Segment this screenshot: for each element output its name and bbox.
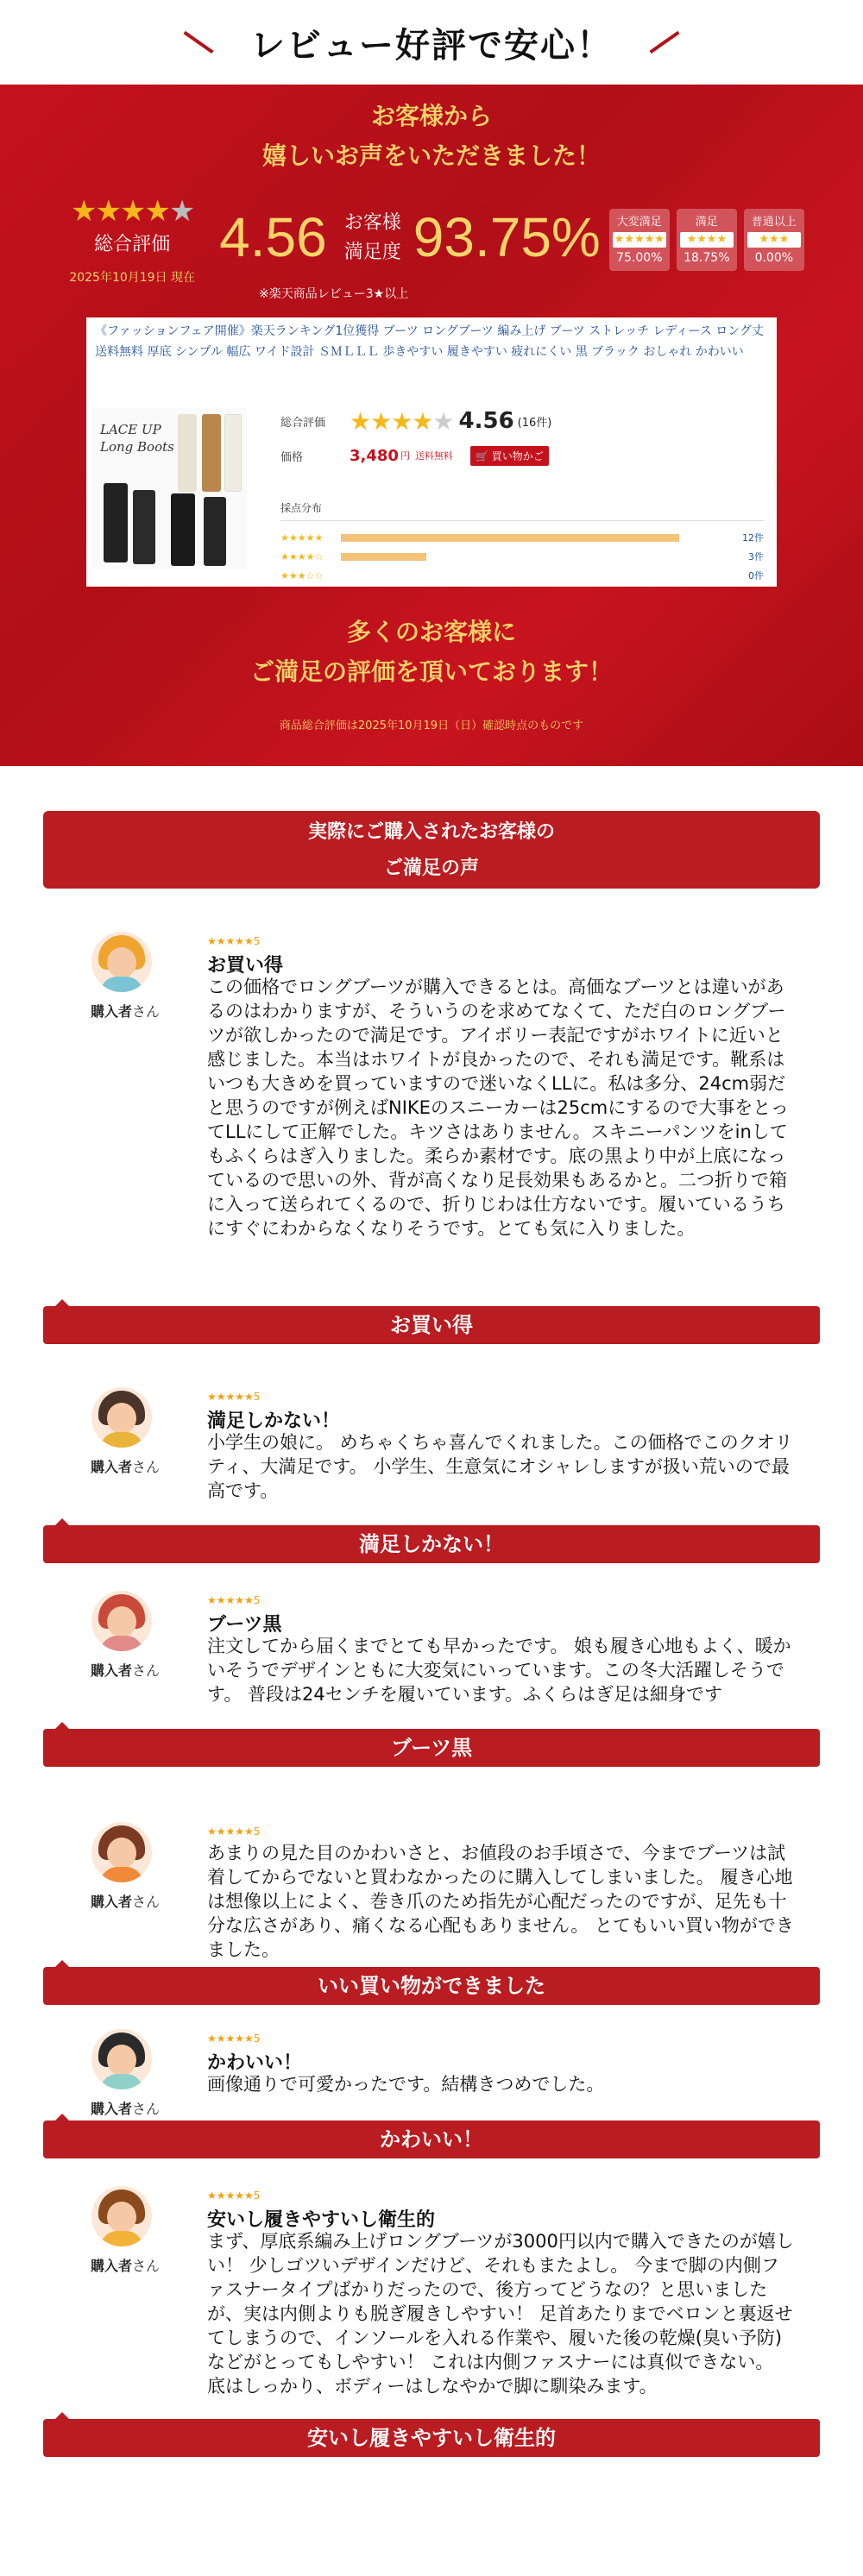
review-title: 安いし履きやすいし衛生的 xyxy=(207,2209,436,2231)
reviewer-name-text: 購入者 xyxy=(90,2101,132,2117)
reviewer-suffix: さん xyxy=(132,2101,161,2117)
review-item xyxy=(43,2029,820,2158)
thumbnail-text-2: Long Boots xyxy=(100,439,174,455)
breakdown-pct: 18.75% xyxy=(683,251,730,265)
as-of-date: 2025年10月19日 現在 xyxy=(69,271,196,285)
boot-image-cream xyxy=(224,414,242,492)
overall-stars-icon: ★★★★★ xyxy=(70,194,194,229)
voice-heading-line2: ご満足の声 xyxy=(383,858,479,879)
reviewer-suffix: さん xyxy=(132,1003,161,1020)
breakdown-very-satisfied xyxy=(609,209,670,271)
avatar xyxy=(91,2029,152,2089)
distribution-bar xyxy=(341,553,729,561)
reviewer-name xyxy=(86,1001,164,1021)
review-title: お買い得 xyxy=(207,955,284,977)
rating-star-empty: ★ xyxy=(432,406,454,436)
header-slash-left xyxy=(183,31,213,53)
review-stars-icon: ★★★★★5 xyxy=(207,935,261,947)
avatar xyxy=(91,2186,152,2246)
review-stars-icon: ★★★★★5 xyxy=(207,1594,261,1606)
review-body: 注文してから届くまでとても早かったです。 娘も履き心地もよく、暖かいそうでデザインともに大変気にいっています。この冬大活躍しそうです。 普段は24センチを履いています。ふくらはぎ足は細身です xyxy=(207,1636,791,1705)
reviewer-suffix: さん xyxy=(132,1662,161,1679)
add-to-cart-button[interactable]: 🛒 買い物かご xyxy=(470,446,549,466)
distribution-list xyxy=(280,528,764,585)
banner-lead-line1: お客様から xyxy=(370,102,492,130)
distribution-count: 0件 xyxy=(748,570,764,581)
avatar xyxy=(91,1591,152,1651)
star-icon: ★★★★☆ xyxy=(280,550,324,562)
rating-label: 総合評価 xyxy=(280,416,326,430)
boot-image-black-2 xyxy=(133,490,155,564)
review-stars-icon: ★★★★★5 xyxy=(207,1391,261,1403)
product-rating-row xyxy=(280,404,764,438)
boot-image-white xyxy=(178,414,197,492)
avatar xyxy=(91,932,152,992)
review-band: お買い得 xyxy=(43,1306,820,1344)
reviewer-name-text: 購入者 xyxy=(90,2258,132,2274)
breakdown-pct: 75.00% xyxy=(616,251,663,265)
rating-note: ※楽天商品レビュー3★以上 xyxy=(259,287,409,301)
reviewer-name xyxy=(86,2098,164,2118)
customer-voice-heading xyxy=(43,811,820,889)
breakdown-label: 満足 xyxy=(695,216,718,229)
distribution-bar xyxy=(341,572,729,580)
reviewer-name xyxy=(86,1891,164,1911)
review-item xyxy=(43,1387,820,1568)
distribution-row xyxy=(280,566,764,585)
reviewer-name-text: 購入者 xyxy=(90,1459,132,1475)
header-slash-right xyxy=(649,31,679,53)
page-title: レビュー好評で安心！ xyxy=(250,25,613,66)
breakdown-label: 大変満足 xyxy=(616,216,662,229)
product-price-row xyxy=(280,438,764,473)
boot-image-tan xyxy=(202,414,221,492)
breakdown-label: 普通以上 xyxy=(751,216,797,229)
satisfaction-label-2: 満足度 xyxy=(343,242,401,263)
star-icon: ★★★☆☆ xyxy=(280,569,324,581)
review-band: 安いし履きやすいし衛生的 xyxy=(43,2419,820,2457)
star-icon: ★★★★★ xyxy=(614,233,665,246)
distribution-bar xyxy=(341,534,729,542)
banner-lead2 xyxy=(0,613,863,692)
reviewer-name-text: 購入者 xyxy=(90,1003,132,1020)
reviewer-name-text: 購入者 xyxy=(90,1894,132,1910)
boot-image-black-3 xyxy=(171,493,195,566)
product-info xyxy=(280,404,764,585)
price-value: 3,480 xyxy=(350,446,399,465)
review-body: 画像通りで可愛かったです。結構きつめでした。 xyxy=(207,2074,605,2095)
product-title-link[interactable]: 《ファッションフェア開催》楽天ランキング1位獲得 ブーツ ロングブーツ 編み上げ ブーツ ストレッチ レディース ロング丈 送料無料 厚底 シンプル 幅広 ワイド設計 ＳＭＬＬＬ 歩きやすい 履きやすい 疲れにくい 黒 ブラック おしゃれ かわいい xyxy=(95,324,764,359)
reviewer-name xyxy=(86,1456,164,1476)
review-title: 満足しかない！ xyxy=(207,1411,341,1432)
distribution-count-link[interactable]: 3件 xyxy=(748,551,764,562)
banner-lead2-line2: ご満足の評価を頂いております！ xyxy=(249,657,613,686)
rating-count-link[interactable]: (16件) xyxy=(517,416,552,430)
review-band: 満足しかない！ xyxy=(43,1525,820,1563)
product-thumbnail[interactable] xyxy=(91,407,247,569)
reviewer-name xyxy=(86,1660,164,1680)
rating-stars-filled: ★★★★ xyxy=(350,406,433,436)
overall-label: 総合評価 xyxy=(94,234,171,255)
review-stars-icon: ★★★★★5 xyxy=(207,1825,261,1838)
cart-label: 買い物かご xyxy=(491,449,544,462)
review-body: 小学生の娘に。 めちゃくちゃ喜んでくれました。この価格でこのクオリティ、大満足です。 小学生、生意気にオシャレしますが扱い荒いので最高です。 xyxy=(207,1432,793,1501)
review-body: まず、厚底系編み上げロングブーツが3000円以内で購入できたのが嬉しい！ 少しゴツいデザインだけど、それもまたよし。 今まで脚の内側ファスナータイプばかりだったので、後方ってどうなの？と思いましたが、実は内側よりも脱ぎ履きしやすい！ 足首あたりまでベロンと裏返せてしまうので、インソールを入れる作業や、履いた後の乾燥(臭い予防)などがとってもしやすい！ これは内側ファスナーには真似できない。 底はしっかり、ボディーはしなやかで脚に馴染みます。 xyxy=(207,2231,794,2397)
banner-lead-line2: 嬉しいお声をいただきました！ xyxy=(261,141,601,170)
review-stars-icon: ★★★★★5 xyxy=(207,2190,261,2202)
overall-rating xyxy=(59,195,205,286)
divider xyxy=(280,520,764,521)
breakdown-pct: 0.00% xyxy=(754,251,794,265)
satisfaction-pct: 93.75% xyxy=(413,206,601,268)
voice-heading-line1: 実際にご購入されたお客様の xyxy=(307,821,555,843)
rating-stats xyxy=(0,195,863,290)
distribution-count-link[interactable]: 12件 xyxy=(742,532,764,543)
review-summary-banner xyxy=(0,85,863,766)
satisfaction-breakdown xyxy=(609,209,804,271)
star-icon: ★★★★★ xyxy=(280,531,324,543)
review-title: ブーツ黒 xyxy=(207,1614,282,1636)
banner-lead xyxy=(0,85,863,176)
review-item xyxy=(43,1591,820,1772)
distribution-row xyxy=(280,528,764,547)
review-body: あまりの見た目のかわいさと、お値段のお手頃さで、今までブーツは試着してからでないと買わなかったのに購入してしまいました。 履き心地は想像以上によく、巻き爪のため指先が心配だったのですが、足先も十分な広さがあり、痛くなる心配もありません。 とてもいい買い物ができました。 xyxy=(207,1843,794,1960)
avatar xyxy=(91,1822,152,1882)
boot-image-black-1 xyxy=(104,483,128,562)
rating-score: 4.56 xyxy=(458,408,514,434)
breakdown-satisfied xyxy=(677,209,737,271)
page-header xyxy=(0,0,863,85)
review-stars-icon: ★★★★★5 xyxy=(207,2033,261,2045)
review-item xyxy=(43,932,820,1346)
reviewer-suffix: さん xyxy=(132,1894,161,1910)
avatar xyxy=(91,1387,152,1448)
review-band: ブーツ黒 xyxy=(43,1729,820,1767)
thumbnail-text-1: LACE UP xyxy=(100,422,161,437)
distribution-title: 採点分布 xyxy=(280,502,323,514)
star-icon: ★★★★ xyxy=(680,232,734,248)
reviewer-name-text: 購入者 xyxy=(90,1662,132,1679)
distribution-row xyxy=(280,547,764,566)
banner-footnote: 商品総合評価は2025年10月19日（日）確認時点のものです xyxy=(279,719,584,732)
review-body: この価格でロングブーツが購入できるとは。高価なブーツとは違いがあるのはわかりますが、そういうのを求めてなくて、ただ白のロングブーツが欲しかったので満足です。アイボリー表記ですがホワイトに近いと感じました。本当はホワイトが良かったので、それも満足です。靴系はいつも大きめを買っていますので迷いなくLLに。私は多分、24cm弱だと思うのですが例えばNIKEのスニーカーは25cmにするので大事をとってLLにして正解でした。キツさはありません。スキニーパンツをinしてもふくらはぎ入りました。柔らか素材です。底の黒より中が上底になっているので思いの外、背が高くなり足長効果もあるかと。二つ折りで箱に入って送られてくるので、折りじわは仕方ないです。履いているうちにすぐにわからなくなりそうです。とても気に入りました。 xyxy=(207,977,789,1239)
shipping-label: 送料無料 xyxy=(414,450,453,462)
review-band: かわいい！ xyxy=(43,2120,820,2158)
overall-score: 4.56 xyxy=(219,206,327,268)
price-unit: 円 xyxy=(400,450,410,462)
reviewer-suffix: さん xyxy=(132,1459,161,1475)
review-item xyxy=(43,2186,820,2471)
satisfaction-label xyxy=(344,209,401,267)
boot-image-black-4 xyxy=(204,497,226,566)
satisfaction-label-1: お客様 xyxy=(343,212,401,234)
thumbnail-text xyxy=(100,421,174,456)
reviewer-suffix: さん xyxy=(132,2258,161,2274)
review-band: いい買い物ができました xyxy=(43,1967,820,2005)
review-item xyxy=(43,1822,820,2003)
rating-stars-icon xyxy=(350,407,454,436)
distribution-bar-fill xyxy=(341,534,679,542)
price-label: 価格 xyxy=(280,450,304,464)
breakdown-average xyxy=(744,209,804,271)
banner-lead2-line1: 多くのお客様に xyxy=(346,618,516,646)
product-card xyxy=(86,317,777,587)
star-icon: ★★★ xyxy=(747,232,801,248)
reviewer-name xyxy=(86,2255,164,2275)
review-title: かわいい！ xyxy=(207,2052,303,2074)
distribution-bar-fill xyxy=(341,553,426,561)
